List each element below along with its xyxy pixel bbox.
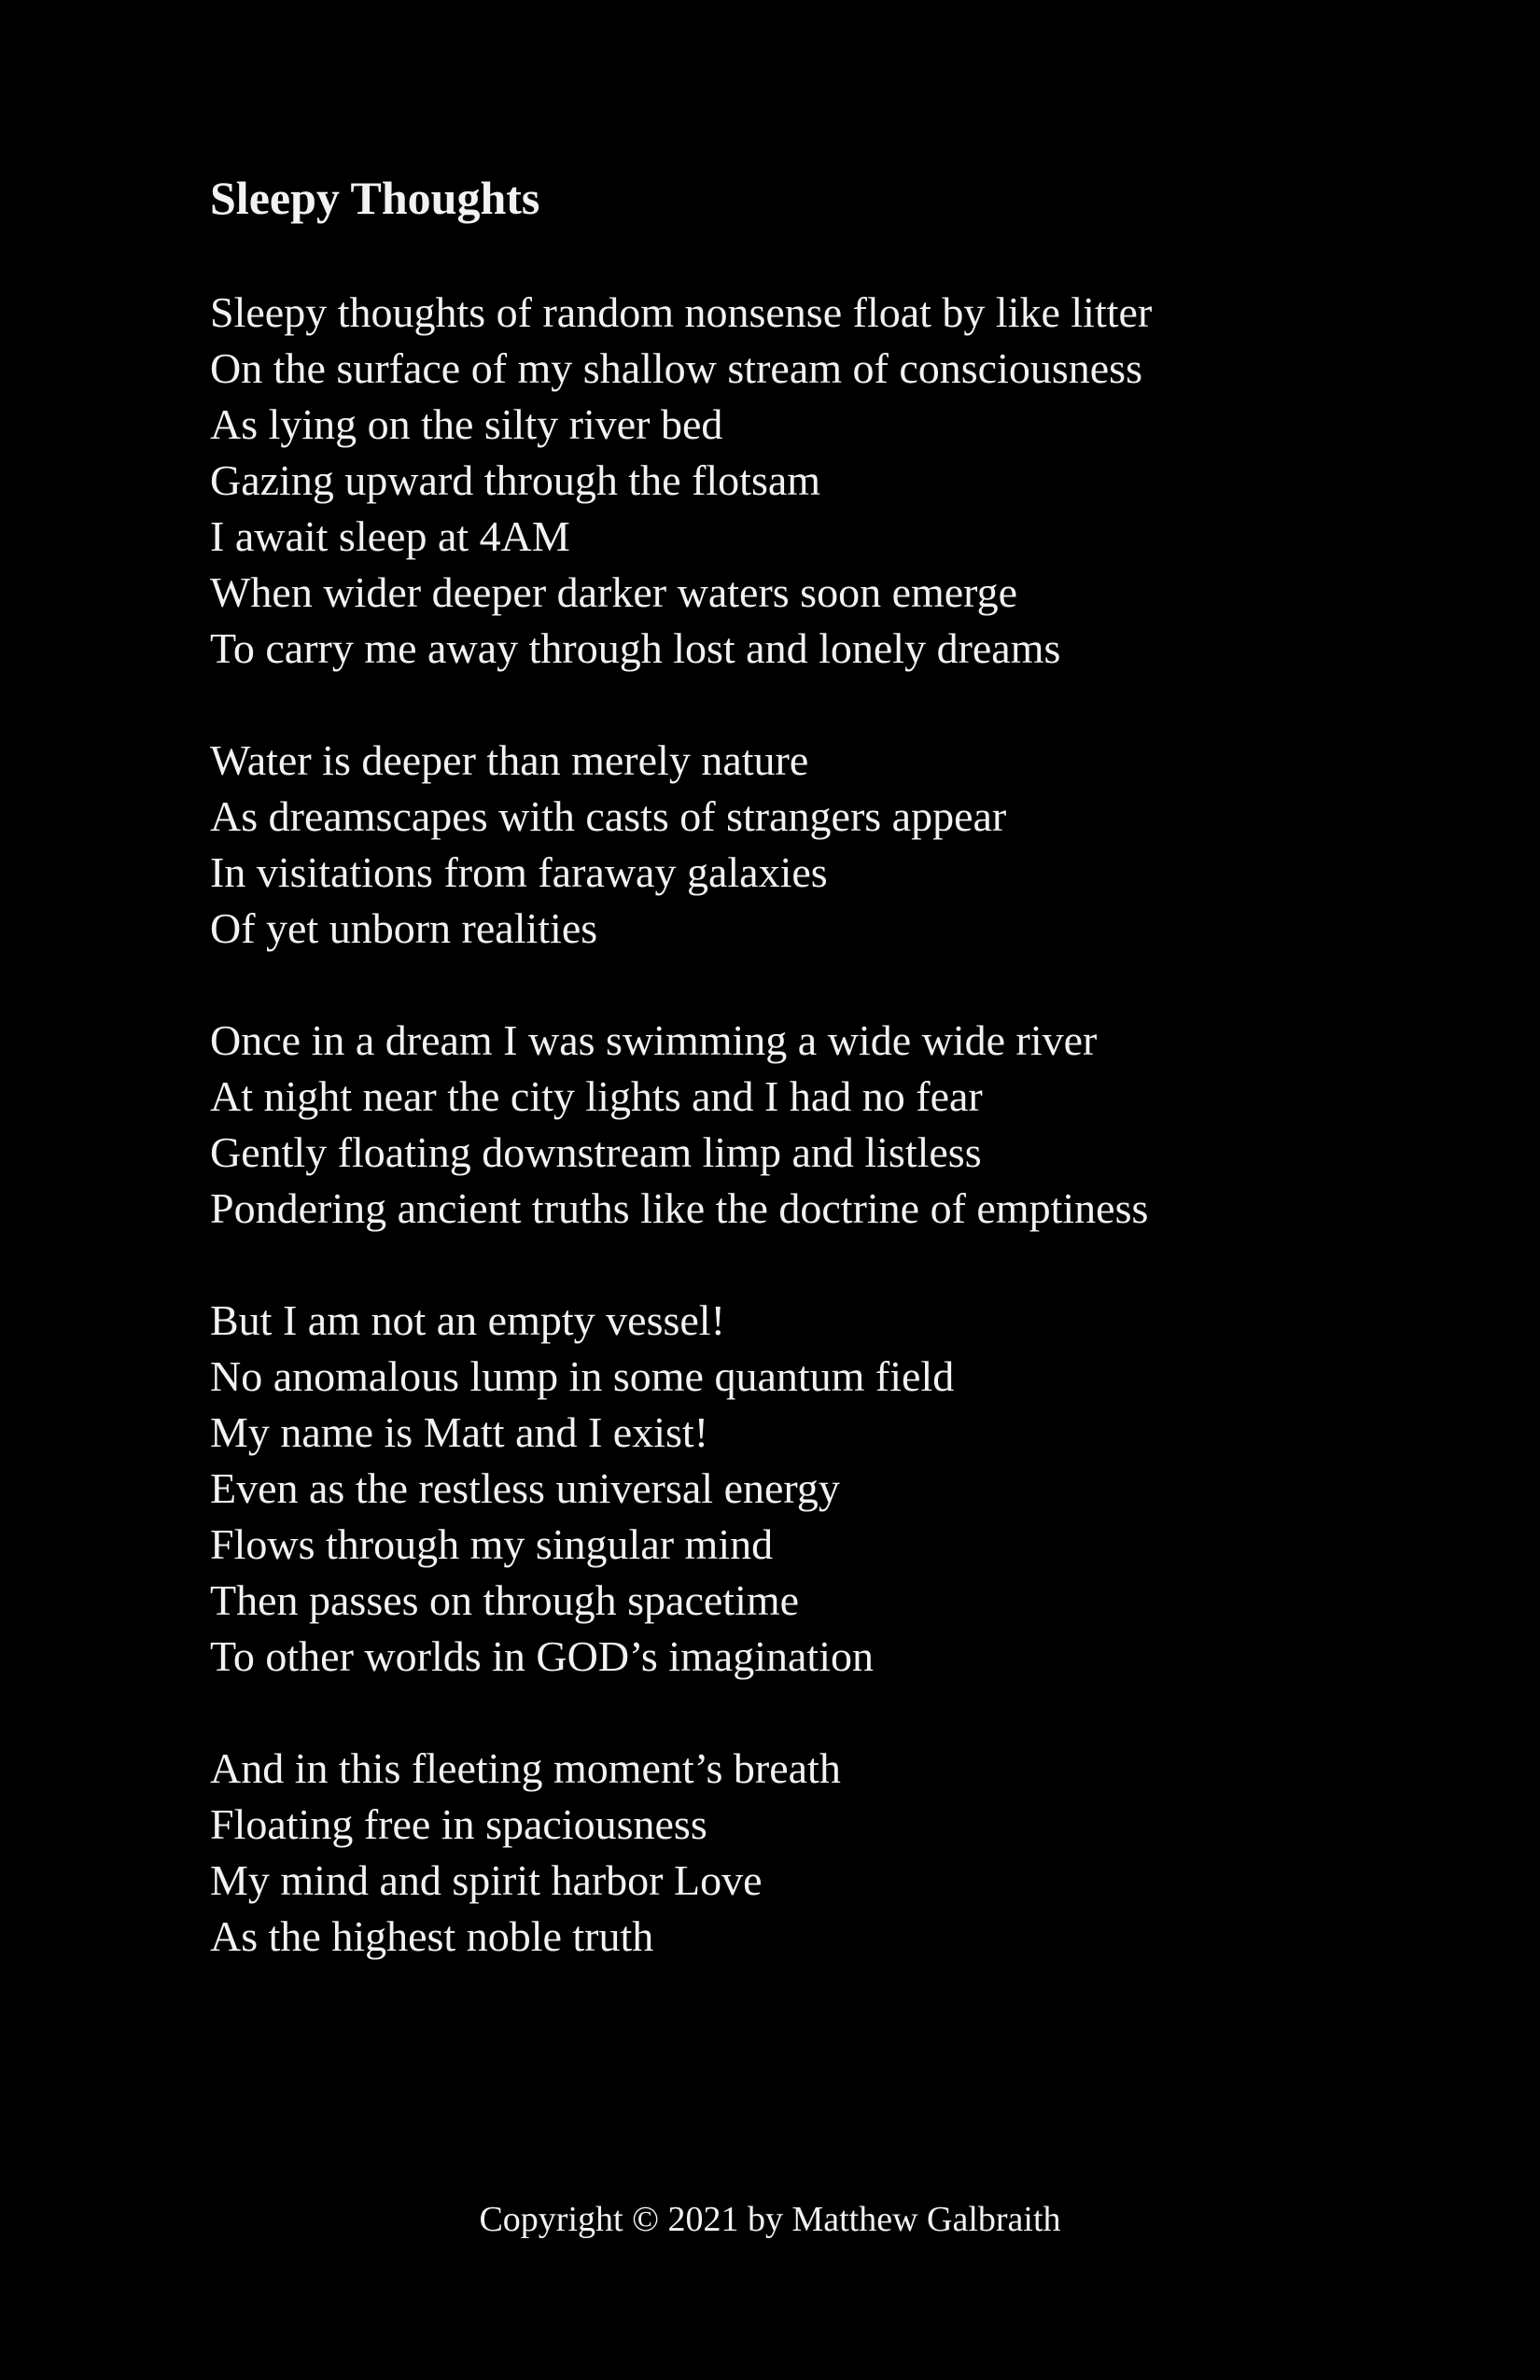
poem-line: My name is Matt and I exist! — [210, 1408, 709, 1456]
poem-line: My mind and spirit harbor Love — [210, 1856, 763, 1904]
poem-line: Floating free in spaciousness — [210, 1800, 707, 1848]
poem-line: Pondering ancient truths like the doctrine of emptiness — [210, 1184, 1149, 1232]
stanza — [210, 1293, 1498, 1685]
stanza — [210, 1741, 1498, 1965]
poem-line: Gently floating downstream limp and listless — [210, 1128, 982, 1176]
poem-line: When wider deeper darker waters soon emerge — [210, 568, 1018, 616]
poem-line: Then passes on through spacetime — [210, 1576, 800, 1624]
poem-line: Gazing upward through the flotsam — [210, 456, 821, 504]
poem-line: Water is deeper than merely nature — [210, 736, 809, 784]
poem-line: As the highest noble truth — [210, 1912, 654, 1960]
poem-line: Once in a dream I was swimming a wide wide river — [210, 1016, 1098, 1064]
poem-line: As dreamscapes with casts of strangers appear — [210, 792, 1007, 840]
poem-title: Sleepy Thoughts — [210, 172, 540, 224]
poem-line: And in this fleeting moment’s breath — [210, 1744, 841, 1792]
poem-line: But I am not an empty vessel! — [210, 1296, 725, 1344]
poem-line: No anomalous lump in some quantum field — [210, 1352, 955, 1400]
poem-line: At night near the city lights and I had no fear — [210, 1072, 983, 1120]
copyright-notice: Copyright © 2021 by Matthew Galbraith — [479, 2200, 1061, 2239]
poem-line: In visitations from faraway galaxies — [210, 848, 828, 896]
poem-line: To carry me away through lost and lonely dreams — [210, 624, 1061, 672]
poem-line: To other worlds in GOD’s imagination — [210, 1632, 874, 1680]
poem-line: Of yet unborn realities — [210, 904, 598, 952]
poem-line: Even as the restless universal energy — [210, 1464, 840, 1512]
poem-line: I await sleep at 4AM — [210, 512, 570, 560]
poem-line: On the surface of my shallow stream of consciousness — [210, 344, 1142, 392]
poem-body — [210, 285, 1498, 2021]
poem-line: As lying on the silty river bed — [210, 400, 723, 448]
stanza — [210, 285, 1498, 677]
stanza — [210, 1013, 1498, 1237]
poem-line: Sleepy thoughts of random nonsense float by like litter — [210, 288, 1153, 336]
stanza — [210, 733, 1498, 957]
poem-line: Flows through my singular mind — [210, 1520, 774, 1568]
